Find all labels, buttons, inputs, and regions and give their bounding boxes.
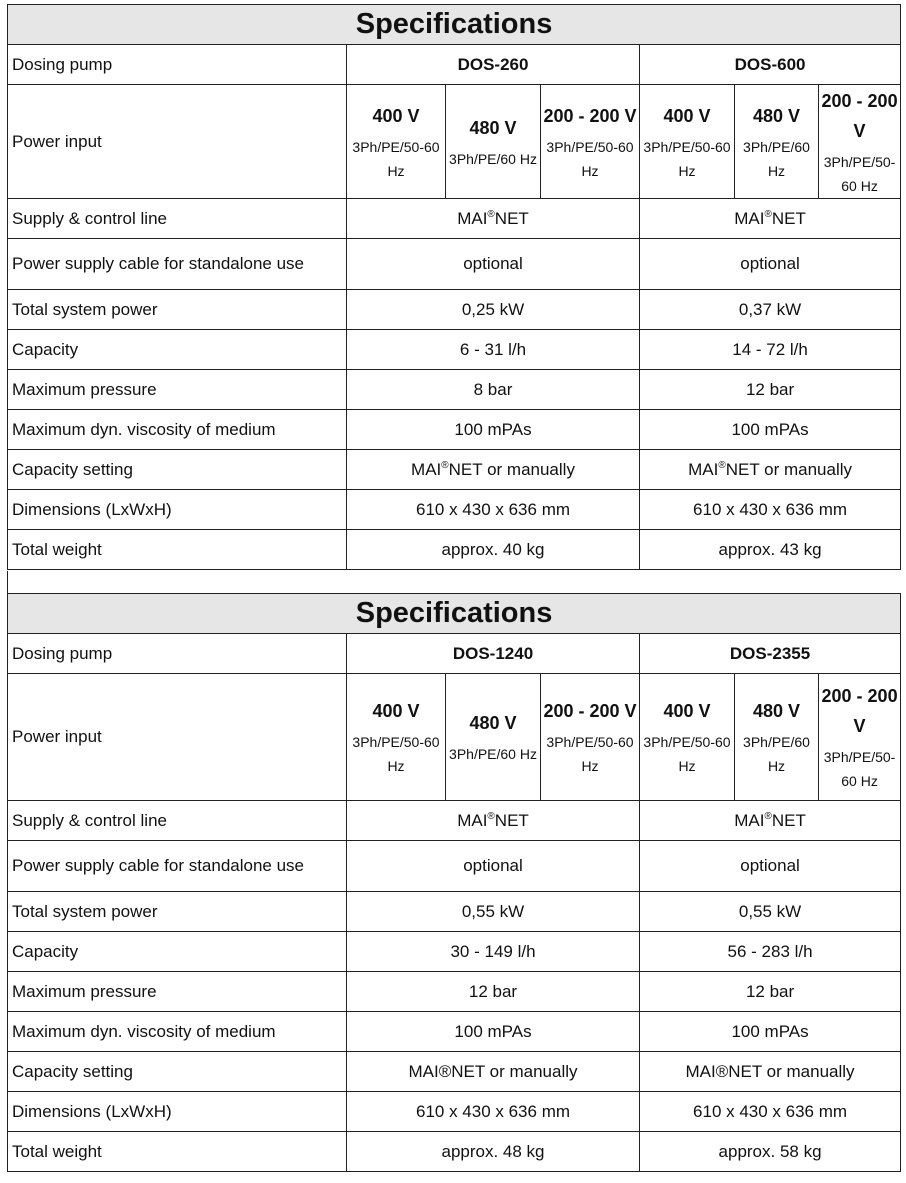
value-text: MAI [734,810,765,830]
value-cell: 100 mPAs [347,410,640,450]
phase-frequency: 3Ph/PE/50-60 Hz [643,734,731,774]
voltage: 480 V [752,105,801,126]
value-cell: 100 mPAs [640,410,901,450]
value-cell: 0,55 kW [640,892,901,932]
power-cell [446,85,541,199]
phase-frequency: 3Ph/PE/50-60 Hz [643,138,731,179]
voltage: 200 - 200 V [821,686,898,736]
row-label: Capacity setting [8,1052,347,1092]
row-label: Capacity [8,932,347,972]
row-label-power-input: Power input [8,674,347,801]
value-text: MAI [734,208,765,228]
spec-table-1 [7,4,901,570]
voltage: 400 V [663,701,711,721]
value-cell: approx. 58 kg [640,1132,901,1172]
value-cell [347,801,640,841]
phase-frequency: 3Ph/PE/50-60 Hz [352,138,440,179]
value-cell [347,450,640,490]
phase-frequency: 3Ph/PE/60 Hz [743,734,810,774]
voltage: 400 V [372,105,420,126]
power-cell [735,85,819,199]
value-cell [640,199,901,239]
row-label: Total system power [8,290,347,330]
spec-table-2 [7,593,901,1172]
registered-mark: ® [487,208,495,220]
row-label: Total weight [8,530,347,570]
row-label: Capacity setting [8,450,347,490]
value-cell: approx. 40 kg [347,530,640,570]
power-cell [347,674,446,801]
voltage: 480 V [469,117,517,138]
value-cell: optional [640,239,901,290]
value-cell: 610 x 430 x 636 mm [347,1092,640,1132]
value-cell: 100 mPAs [347,1012,640,1052]
registered-mark: ® [718,459,726,471]
phase-frequency: 3Ph/PE/50-60 Hz [823,153,896,194]
row-label: Maximum pressure [8,972,347,1012]
value-cell: 0,55 kW [347,892,640,932]
value-text: MAI [457,810,488,830]
voltage: 200 - 200 V [543,105,637,126]
value-cell [640,450,901,490]
registered-mark: ® [487,810,495,822]
power-cell [640,85,735,199]
value-cell: 30 - 149 l/h [347,932,640,972]
power-cell [541,85,640,199]
value-cell: 610 x 430 x 636 mm [347,490,640,530]
voltage: 200 - 200 V [543,701,637,721]
registered-mark: ® [441,459,449,471]
model-header: DOS-260 [347,45,640,85]
voltage: 480 V [752,701,801,721]
value-cell: 12 bar [640,972,901,1012]
phase-frequency: 3Ph/PE/60 Hz [449,746,537,762]
value-cell [347,199,640,239]
value-text: NET [494,208,529,228]
row-label: Power supply cable for standalone use [8,239,347,290]
table-title: Specifications [8,5,901,45]
phase-frequency: 3Ph/PE/50-60 Hz [823,749,896,789]
value-text: MAI [457,208,488,228]
value-cell: optional [347,239,640,290]
value-text: NET or manually [725,459,852,479]
value-cell: 56 - 283 l/h [640,932,901,972]
value-cell: 100 mPAs [640,1012,901,1052]
row-label: Capacity [8,330,347,370]
row-label: Supply & control line [8,199,347,239]
registered-mark: ® [764,810,772,822]
voltage: 200 - 200 V [821,90,898,141]
value-cell: 0,25 kW [347,290,640,330]
value-cell: 12 bar [640,370,901,410]
value-cell: 0,37 kW [640,290,901,330]
value-cell: approx. 48 kg [347,1132,640,1172]
power-cell [347,85,446,199]
phase-frequency: 3Ph/PE/50-60 Hz [546,138,634,179]
row-label: Dimensions (LxWxH) [8,490,347,530]
model-header: DOS-1240 [347,634,640,674]
phase-frequency: 3Ph/PE/60 Hz [743,138,810,179]
row-label-power-input: Power input [8,85,347,199]
value-cell: 14 - 72 l/h [640,330,901,370]
value-cell: optional [347,841,640,892]
power-cell [819,674,901,801]
power-cell [735,674,819,801]
value-cell: 610 x 430 x 636 mm [640,490,901,530]
phase-frequency: 3Ph/PE/60 Hz [449,150,537,167]
row-label: Supply & control line [8,801,347,841]
power-cell [541,674,640,801]
voltage: 400 V [372,701,420,721]
voltage: 480 V [469,713,517,733]
power-cell [446,674,541,801]
row-label-dosing-pump: Dosing pump [8,45,347,85]
value-cell: 12 bar [347,972,640,1012]
registered-mark: ® [764,208,772,220]
power-cell [819,85,901,199]
value-cell: MAI®NET or manually [640,1052,901,1092]
table-gap-border [7,571,8,593]
value-cell: 6 - 31 l/h [347,330,640,370]
phase-frequency: 3Ph/PE/50-60 Hz [352,734,440,774]
value-cell: 8 bar [347,370,640,410]
row-label: Total system power [8,892,347,932]
value-text: NET [771,810,806,830]
value-text: NET [771,208,806,228]
row-label: Maximum dyn. viscosity of medium [8,1012,347,1052]
row-label: Power supply cable for standalone use [8,841,347,892]
table-title: Specifications [8,594,901,634]
row-label-dosing-pump: Dosing pump [8,634,347,674]
value-cell: optional [640,841,901,892]
value-text: NET [494,810,529,830]
value-text: MAI [688,459,719,479]
row-label: Dimensions (LxWxH) [8,1092,347,1132]
power-cell [640,674,735,801]
row-label: Maximum pressure [8,370,347,410]
model-header: DOS-600 [640,45,901,85]
voltage: 400 V [663,105,711,126]
value-text: NET or manually [448,459,575,479]
row-label: Total weight [8,1132,347,1172]
value-cell [640,801,901,841]
value-cell: MAI®NET or manually [347,1052,640,1092]
value-text: MAI [411,459,442,479]
row-label: Maximum dyn. viscosity of medium [8,410,347,450]
model-header: DOS-2355 [640,634,901,674]
value-cell: approx. 43 kg [640,530,901,570]
value-cell: 610 x 430 x 636 mm [640,1092,901,1132]
phase-frequency: 3Ph/PE/50-60 Hz [546,734,634,774]
